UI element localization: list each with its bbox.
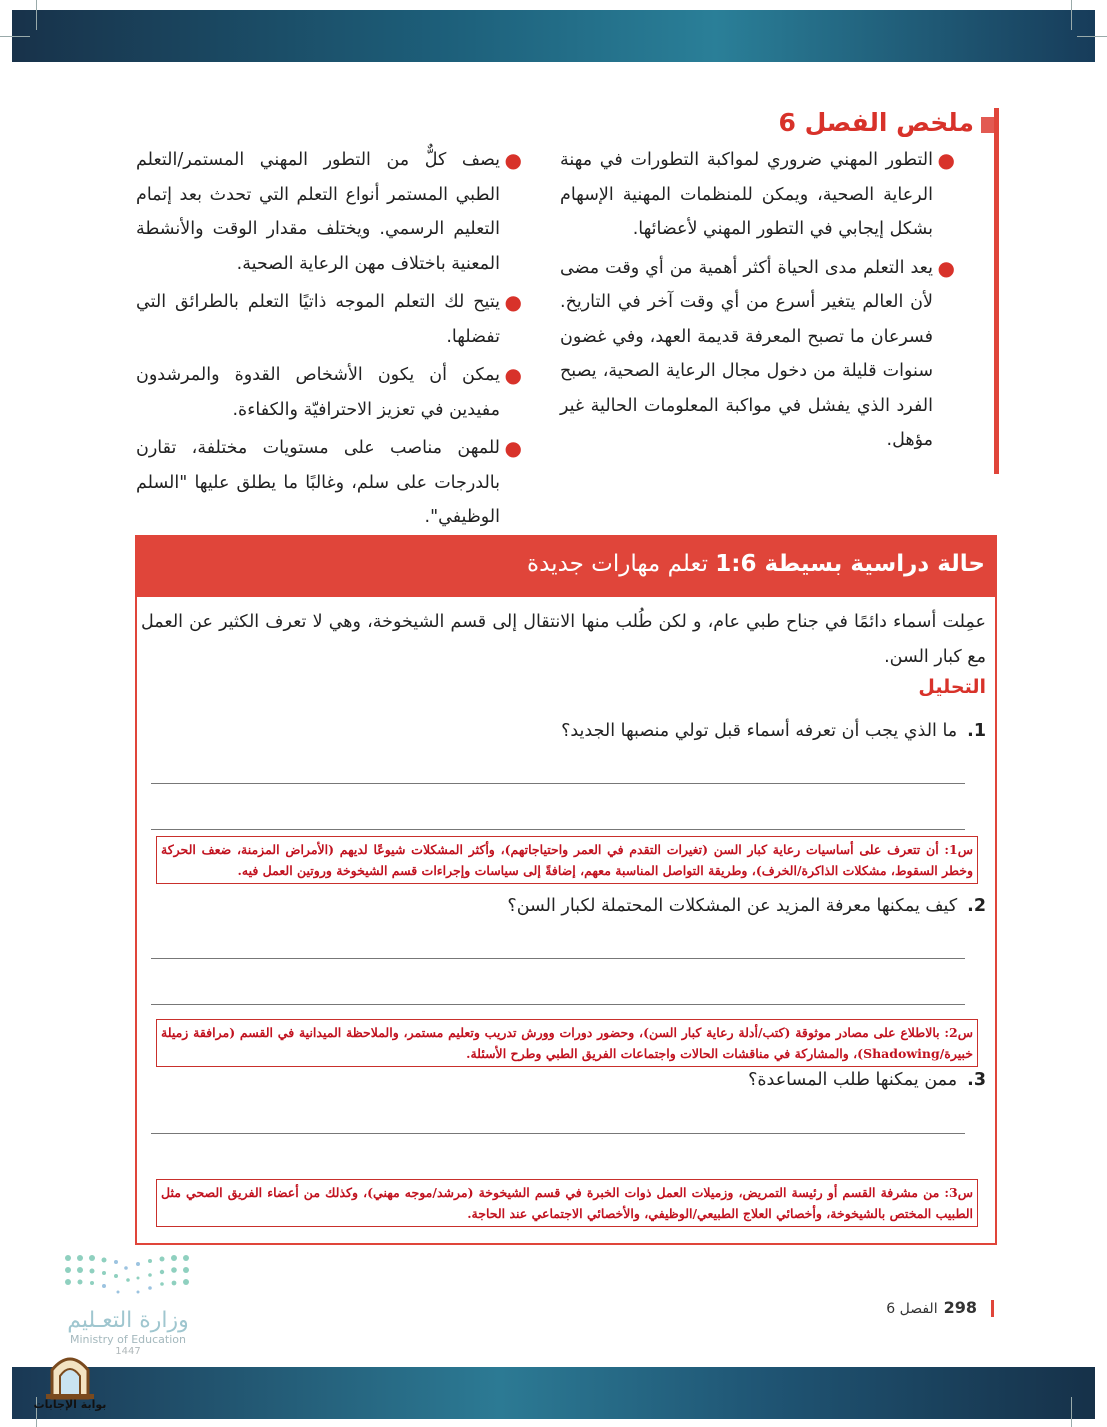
bullet-icon: ● (504, 436, 522, 460)
summary-bullet-text: للمهن مناصب على مستويات مختلفة، تقارن بالدرجات على سلم، وغالبًا ما يطلق عليها "السلم الوظيفي". (136, 438, 500, 527)
case-study-title (527, 551, 985, 577)
summary-bullet-item (136, 358, 522, 427)
crop-mark (0, 36, 30, 37)
summary-accent-bar (994, 108, 999, 474)
question-number: 1. (967, 721, 986, 741)
crop-mark (1071, 0, 1072, 30)
summary-bullet-item (136, 285, 522, 354)
case-study-title-bold: حالة دراسية بسيطة 1:6 (715, 551, 985, 577)
answer-field-1[interactable]: س1: أن تتعرف على أساسيات رعاية كبار السن (تغيرات التقدم في العمر واحتياجاتهم)، وأكثر المشكلات شيوعًا لديهم (الأمراض المزمنة، ضعف الحركة وخطر السقوط، مشكلات الذاكرة/الخرف)، وطريقة التواصل المناسبة معهم، إضافةً إلى سياسات وإجراءات قسم الشيخوخة وروتين العمل فيه. (156, 836, 978, 884)
summary-bullet-item (136, 431, 522, 535)
summary-bullet-text: يصف كلٌّ من التطور المهني المستمر/التعلم الطبي المستمر أنواع التعلم التي تحدث بعد إتمام التعليم الرسمي. ويختلف مقدار الوقت والأنشطة المعنية باختلاف مهن الرعاية الصحية. (136, 150, 500, 274)
bullet-icon: ● (504, 148, 522, 172)
bullet-icon: ● (504, 290, 522, 314)
ministry-logo (58, 1250, 198, 1365)
crop-mark (36, 0, 37, 30)
question-number: 2. (967, 896, 986, 916)
chapter-label: الفصل 6 (886, 1301, 938, 1317)
case-study-box (135, 535, 997, 1245)
case-study-title-rest: تعلم مهارات جديدة (527, 551, 708, 577)
ministry-dots-icon (58, 1250, 198, 1300)
case-study-intro: عمِلت أسماء دائمًا في جناح طبي عام، و لكن طُلب منها الانتقال إلى قسم الشيخوخة، وهي لا تعرف الكثير عن العمل مع كبار السن. (141, 612, 986, 667)
summary-title: ملخص الفصل 6 (778, 108, 974, 137)
summary-bullet-text: يعد التعلم مدى الحياة أكثر أهمية من أي وقت مضى لأن العالم يتغير أسرع من أي وقت آخر في التاريخ. فسرعان ما تصبح المعرفة قديمة العهد، وفي غضون سنوات قليلة من دخول مجال الرعاية الصحية، يصبح الفرد الذي يفشل في مواكبة المعلومات الحالية غير مؤهل. (560, 257, 933, 450)
page-number: 298 (943, 1298, 977, 1317)
question-text: ما الذي يجب أن تعرفه أسماء قبل تولي منصبها الجديد؟ (561, 721, 958, 741)
answer-line (151, 1004, 965, 1005)
summary-bullet-text: التطور المهني ضروري لمواكبة التطورات في مهنة الرعاية الصحية، ويمكن للمنظمات المهنية الإسهام بشكل إيجابي في التطور المهني لأعضائها. (560, 150, 933, 239)
question-text: ممن يمكنها طلب المساعدة؟ (748, 1070, 958, 1090)
bullet-icon: ● (937, 255, 955, 280)
top-decorative-band (12, 10, 1095, 62)
answer-field-2[interactable]: س2: بالاطلاع على مصادر موثوقة (كتب/أدلة رعاية كبار السن)، وحضور دورات وورش تدريب وتعليم مستمر، والملاحظة الميدانية في القسم (مرافقة زميلة خبيرة/Shadowing)، والمشاركة في مناقشات الحالات واجتماعات الفريق الطبي وطرح الأسئلة. (156, 1019, 978, 1067)
crop-mark (1077, 36, 1107, 37)
page-footer (886, 1298, 977, 1317)
ministry-name-en: Ministry of Education (69, 1333, 186, 1346)
bullet-icon: ● (504, 363, 522, 387)
ministry-name-ar: وزارة التعـليم (67, 1308, 189, 1333)
question-2 (507, 896, 986, 916)
portal-watermark (30, 1350, 110, 1420)
footer-accent-bar (991, 1300, 994, 1317)
question-1 (561, 721, 986, 741)
ministry-year: 1447 (115, 1346, 141, 1357)
crop-mark (1071, 1397, 1072, 1427)
summary-right-column (560, 143, 955, 462)
summary-bullet-item (560, 143, 955, 247)
answer-field-3[interactable]: س3: من مشرفة القسم أو رئيسة التمريض، وزميلات العمل ذوات الخبرة في قسم الشيخوخة (مرشد/موجه مهني)، وكذلك من أعضاء الفريق الصحي مثل الطبيب المختص بالشيخوخة، وأخصائي العلاج الطبيعي/الوظيفي، والأخصائي الاجتماعي عند الحاجة. (156, 1179, 978, 1227)
summary-bullet-text: يتيح لك التعلم الموجه ذاتيًا التعلم بالطرائق التي تفضلها. (136, 292, 500, 347)
summary-left-column (136, 143, 522, 539)
question-text: كيف يمكنها معرفة المزيد عن المشكلات المحتملة لكبار السن؟ (507, 896, 958, 916)
summary-bullet-text: يمكن أن يكون الأشخاص القدوة والمرشدون مفيدين في تعزيز الاحترافيّة والكفاءة. (136, 365, 500, 420)
portal-label: بوابة الإجابات (33, 1398, 107, 1411)
bottom-decorative-band (12, 1367, 1095, 1419)
summary-bullet-item (136, 143, 522, 281)
question-3 (748, 1070, 986, 1090)
analysis-heading: التحليل (918, 676, 986, 698)
answer-line (151, 958, 965, 959)
case-study-header (137, 537, 995, 597)
summary-bullet-item (560, 251, 955, 458)
answer-line (151, 829, 965, 830)
answer-line (151, 1133, 965, 1134)
question-number: 3. (967, 1070, 986, 1090)
answer-line (151, 783, 965, 784)
bullet-icon: ● (937, 148, 955, 172)
portal-gate-icon (30, 1350, 110, 1400)
